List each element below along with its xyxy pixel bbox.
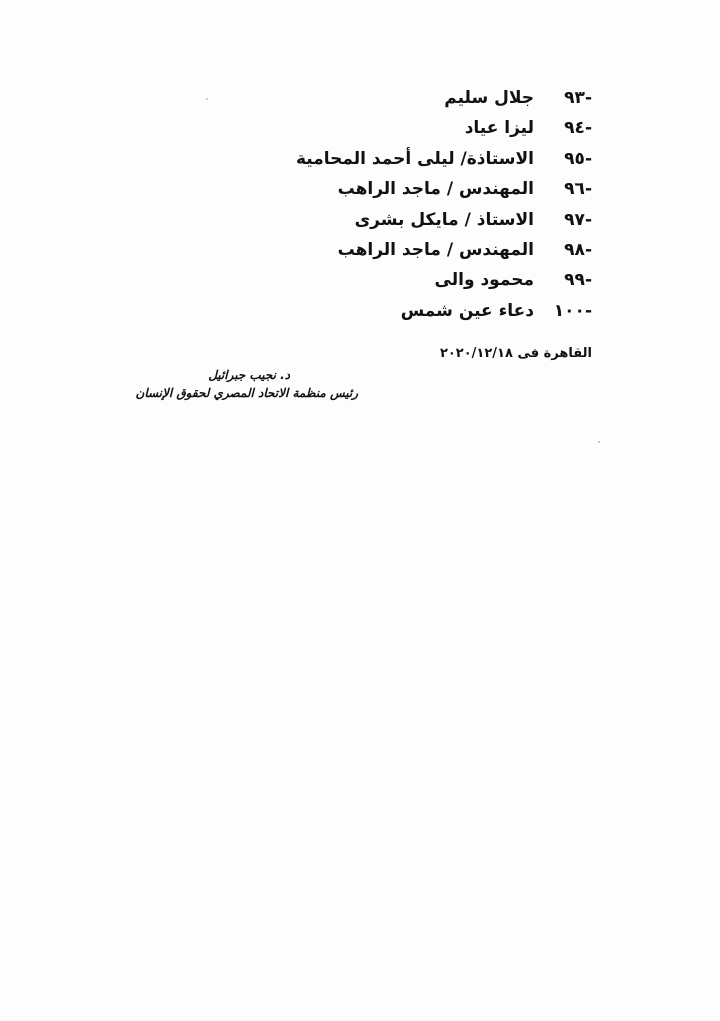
item-number: -٩٥ [564, 148, 592, 169]
list-item [232, 270, 592, 300]
scan-speck [206, 98, 208, 100]
list-item [232, 149, 592, 179]
list-item [232, 301, 592, 331]
item-name: الاستاذة/ ليلى أحمد المحامية [295, 148, 534, 169]
item-number: -٩٨ [564, 239, 592, 260]
item-name: المهندس / ماجد الراهب [337, 179, 534, 200]
list-item [232, 210, 592, 240]
item-name: دعاء عين شمس [400, 300, 534, 321]
date-line: القاهرة فى ٢٠٢٠/١٢/١٨ [439, 346, 592, 361]
item-name: جلال سليم [444, 88, 534, 108]
list-item [232, 240, 592, 270]
signature-name: د. نجيب جبرائيل [208, 368, 290, 382]
item-number: -١٠٠ [553, 300, 592, 321]
item-name: ليزا عياد [464, 118, 534, 139]
item-number: -٩٧ [564, 209, 592, 230]
item-name: محمود والى [434, 270, 534, 291]
list-item [232, 118, 592, 148]
item-name: المهندس / ماجد الراهب [337, 239, 534, 260]
item-number: -٩٩ [564, 270, 592, 291]
names-list [232, 88, 592, 331]
list-item [232, 179, 592, 209]
item-number: -٩٦ [564, 179, 592, 200]
item-number: -٩٣ [564, 88, 592, 108]
item-number: -٩٤ [564, 118, 592, 139]
item-name: الاستاذ / مايكل بشرى [354, 209, 534, 230]
signature-title: رئيس منظمة الاتحاد المصري لحقوق الإنسان [135, 386, 358, 400]
list-item [232, 88, 592, 118]
scan-speck [598, 441, 600, 443]
